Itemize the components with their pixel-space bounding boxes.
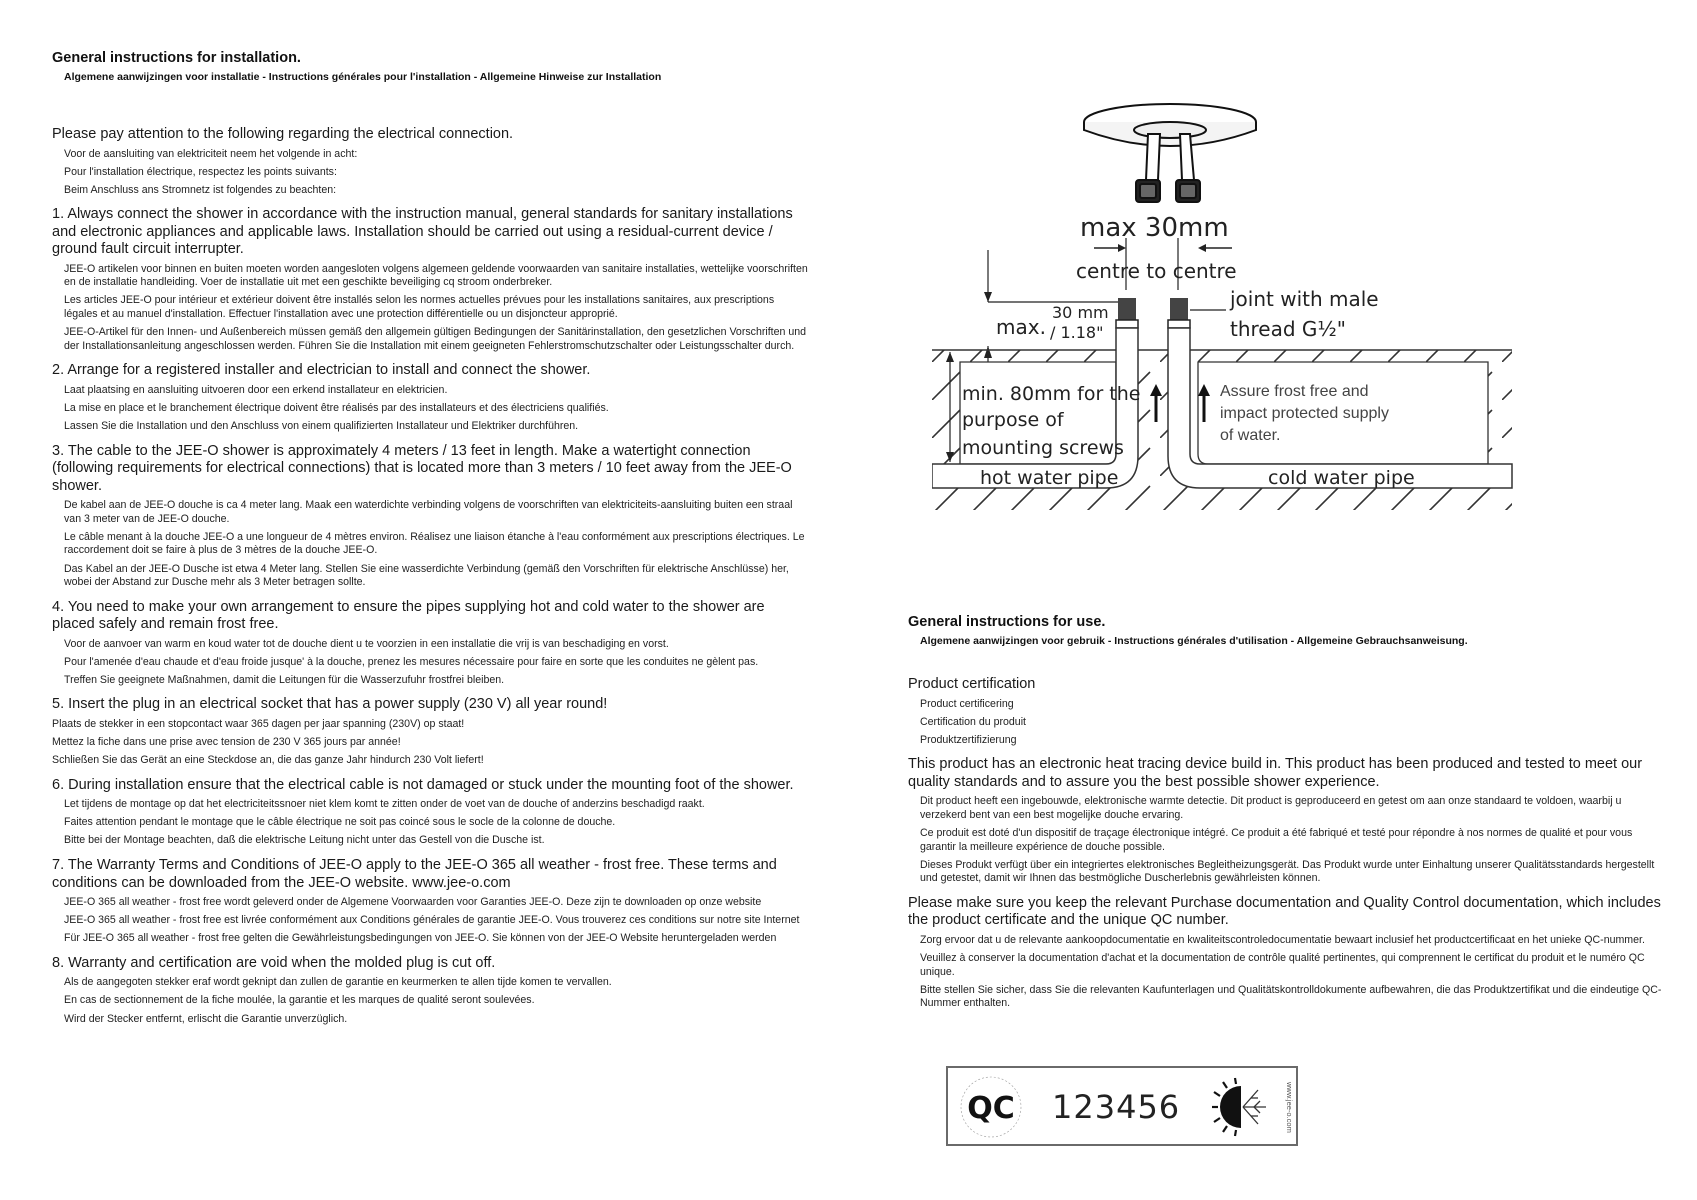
instruction-lead: 8. Warranty and certification are void when the molded plug is cut off. (52, 954, 496, 971)
mounting-foot-icon (1084, 104, 1256, 202)
installation-diagram (932, 96, 1522, 566)
instruction-de: Lassen Sie die Installation und den Anschluss von einem qualifizierten Installateur und Elektriker durchführen. (64, 420, 579, 433)
svg-text:thread G½": thread G½" (1230, 317, 1346, 341)
instruction-lead: 7. The Warranty Terms and Conditions of JEE-O apply to the JEE-O 365 all weather - frost free. These terms and conditions can be downloaded from the JEE-O website. www.jee-o.com (52, 857, 777, 891)
instruction-fr: En cas de sectionnement de la fiche moulée, la garantie et les marques de qualité seront soulevées. (64, 994, 535, 1007)
instruction-lead: 5. Insert the plug in an electrical socket that has a power supply (230 V) all year round! (52, 696, 608, 713)
instruction-fr: La mise en place et le branchement électrique doivent être réalisés par des installateurs et des électriciens qualifiés. (64, 401, 609, 414)
instruction-nl: De kabel aan de JEE-O douche is ca 4 meter lang. Maak een waterdichte verbinding volgens de voorschriften van elektriciteits-aansluiting buiten een straal van 3 meter van de JEE-O douche. (64, 499, 793, 525)
instruction-fr: Faites attention pendant le montage que le câble électrique ne soit pas coincé sous le socle de la colonne de douche. (64, 816, 616, 829)
instruction-nl: Als de aangegoten stekker eraf wordt geknipt dan zullen de garantie en keurmerken te allen tijde komen te vervallen. (64, 976, 612, 989)
qc-url: www.jee-o.com (1285, 1081, 1294, 1133)
instruction-item-7 (52, 857, 808, 946)
instruction-de: JEE-O-Artikel für den Innen- und Außenbereich müssen gemäß den allgemein gültigen Bedingungen der Sanitärinstallation, den gesetzlichen Vorschriften und der Installationsanleitung angeschlossen werden. Führen Sie die Installation mit einem geeigneten Fehlerstromschutzschalter oder Leistungsschalter durch. (64, 326, 807, 352)
instruction-nl: Laat plaatsing en aansluiting uitvoeren door een erkend installateur en elektricien. (64, 383, 448, 396)
instruction-de: Treffen Sie geeignete Maßnahmen, damit die Leitungen für die Wasserzufuhr frostfrei bleiben. (64, 673, 505, 686)
svg-text:mounting screws: mounting screws (962, 437, 1124, 459)
qc-label (946, 1066, 1298, 1146)
intro-fr: Pour l'installation électrique, respectez les points suivants: (64, 165, 337, 178)
instruction-item-1 (52, 206, 808, 353)
certification-section (908, 676, 1668, 1011)
instruction-item-8 (52, 955, 808, 1026)
intro-de: Beim Anschluss ans Stromnetz ist folgendes zu beachten: (64, 183, 337, 196)
instruction-de: Das Kabel an der JEE-O Dusche ist etwa 4 Meter lang. Stellen Sie eine wasserdichte Verbindung (gemäß den Vorschriften für elektrische Anschlüsse) her, wobei der Abstand zur Dusche mehr als 3 Meter betragen sollte. (64, 562, 789, 589)
instruction-de: Wird der Stecker entfernt, erlischt die Garantie unverzüglich. (64, 1012, 348, 1025)
instruction-fr: Les articles JEE-O pour intérieur et extérieur doivent être installés selon les normes actuelles prévues pour les installations sanitaires, aux prescriptions légales et au manuel d'installation. Effectuer l'installation avec une protection différentielle ou un disjoncteur approprié. (64, 294, 775, 321)
instruction-fr: Mettez la fiche dans une prise avec tension de 230 V 365 jours par année! (52, 736, 401, 749)
intro-lead: Please pay attention to the following regarding the electrical connection. (52, 126, 514, 142)
instruction-de: Für JEE-O 365 all weather - frost free gelten die Gewährleistungsbedingungen von JEE-O. Sie können von der JEE-O Website heruntergeladen werden (64, 932, 777, 945)
documentation-notice: Please make sure you keep the relevant Purchase documentation and Quality Control documentation, which includes the product certificate and the unique QC number. Zorg ervoor dat u de relevante aankoopdocumentatie en kwaliteitscontroledocumentatie bewaart inclusief het productcertificaat en het unieke QC-nummer. Veuillez à conserver la documentation d'achat et la documentation de contrôle qualité pertinentes, qui comprennent le certificat du produit et le numéro QC unique. Bitte stellen Sie sicher, dass Sie die relevanten Kaufunterlagen und Qualitätskontrolldokumente aufbewahren, die das Produktzertifikat und die eindeutige QC-Nummer enthalten. (908, 894, 1662, 1010)
sun-snowflake-icon (1210, 1074, 1272, 1140)
svg-text:purpose of: purpose of (962, 409, 1064, 431)
svg-text:max.: max. (996, 315, 1046, 339)
use-section (908, 612, 1668, 650)
instruction-item-2 (52, 362, 808, 433)
instruction-item-4 (52, 599, 808, 688)
instruction-fr: Le câble menant à la douche JEE-O a une longueur de 4 mètres environ. Réalisez une liaison étanche à l'eau conformément aux prescriptions électriques. Le raccordement doit se faire à plus de 3 mètres de la douche JEE-O. (64, 530, 805, 557)
svg-text:/ 1.18": / 1.18" (1050, 323, 1104, 342)
instruction-lead: 4. You need to make your own arrangement to ensure the pipes supplying hot and cold water to the shower are placed safely and remain frost free. (52, 598, 765, 633)
instruction-de: Bitte bei der Montage beachten, daß die elektrische Leitung nicht unter das Gestell von die Dusche ist. (64, 834, 545, 847)
instruction-nl: Voor de aanvoer van warm en koud water tot de douche dient u te voorzien in een installatie die vrij is van beschadiging en vorst. (64, 637, 669, 650)
qc-number: 123456 (1052, 1088, 1181, 1126)
instruction-item-6 (52, 777, 808, 848)
installation-section (52, 48, 808, 1026)
right-column (906, 0, 1666, 1200)
instruction-de: Schließen Sie das Gerät an eine Steckdose an, die das ganze Jahr hindurch 230 Volt liefert! (52, 754, 484, 767)
instruction-lead: 2. Arrange for a registered installer and electrician to install and connect the shower. (52, 362, 591, 379)
installation-subtitle: Algemene aanwijzingen voor installatie - Instructions générales pour l'installation - Allgemeine Hinweise zur Installation (64, 71, 662, 83)
svg-text:min. 80mm for the: min. 80mm for the (962, 383, 1141, 405)
installation-title: General instructions for installation. (52, 50, 301, 66)
svg-text:impact protected supply: impact protected supply (1220, 405, 1389, 422)
certification-de: Produktzertifizierung (920, 733, 1017, 746)
instruction-fr: Pour l'amenée d'eau chaude et d'eau froide jusque' à la douche, prenez les mesures nécessaire pour faire en sorte que les conduites ne gèlent pas. (64, 655, 759, 668)
certification-fr: Certification du produit (920, 715, 1026, 728)
instruction-item-5 (52, 696, 808, 767)
intro-nl: Voor de aansluiting van elektriciteit neem het volgende in acht: (64, 147, 358, 160)
svg-text:joint with male: joint with male (1230, 287, 1379, 311)
instruction-item-3 (52, 443, 808, 590)
electrical-intro (52, 126, 808, 197)
hot-pipe-label: hot water pipe (980, 467, 1119, 489)
instruction-lead: 1. Always connect the shower in accordance with the instruction manual, general standards for sanitary installations and electronic appliances and applicable laws. Installation should be carried out using a residual-current device / ground fault circuit interrupter. (52, 206, 793, 258)
certification-nl: Product certificering (920, 697, 1014, 710)
spacing-sub-label: centre to centre (1076, 259, 1237, 283)
instruction-nl: Let tijdens de montage op dat het electriciteitssnoer niet klem komt te zitten onder de voet van de douche of anderzins beschadigd raakt. (64, 798, 705, 811)
use-subtitle: Algemene aanwijzingen voor gebruik - Instructions générales d'utilisation - Allgemeine Gebrauchsanweisung. (920, 635, 1468, 647)
qc-seal-icon (958, 1074, 1024, 1140)
svg-text:Assure frost free and: Assure frost free and (1220, 383, 1369, 400)
svg-text:QC: QC (967, 1091, 1015, 1126)
instruction-lead: 6. During installation ensure that the electrical cable is not damaged or stuck under the mounting foot of the shower. (52, 776, 794, 793)
certification-statement: This product has an electronic heat tracing device build in. This product has been produced and tested to meet our quality standards and to assure you the best possible shower experience. Dit product heeft een ingebouwde, elektronische warmte detectie. Dit product is geproduceerd en getest om aan onze standaard te voldoen, waarbij u verzekerd bent van een best mogelijke douche ervaring. Ce produit est doté d'un dispositif de traçage électronique intégré. Ce produit a été fabriqué et testé pour répondre à nos normes de qualité et pour vous garantir la meilleure expérience de douche possible. Dieses Produkt verfügt über ein integriertes elektronisches Begleitheizungsgerät. Das Produkt wurde unter Einhaltung unserer Qualitätsstandards hergestellt und getestet, damit wir Ihnen das bestmögliche Duscherlebnis gewährleisten können. (908, 756, 1655, 885)
instruction-nl: Plaats de stekker in een stopcontact waar 365 dagen per jaar spanning (230V) op staat! (52, 717, 465, 730)
instruction-nl: JEE-O 365 all weather - frost free wordt geleverd onder de Algemene Voorwaarden voor Garanties JEE-O. Deze zijn te downloaden op onze website (64, 896, 762, 909)
instruction-lead: 3. The cable to the JEE-O shower is approximately 4 meters / 13 feet in length. Make a watertight connection (following requirements for electrical connections) that is located more than 3 meters / 10 feet away from the JEE-O shower. (52, 442, 792, 494)
instruction-nl: JEE-O artikelen voor binnen en buiten moeten worden aangesloten volgens algemeen geldende voorwaarden van sanitaire installaties, wettelijke voorschriften en de installatie handleiding. Voer de installatie uit met een geschikte beveiliging cq stroom onderbreker. (64, 262, 808, 289)
svg-text:of water.: of water. (1220, 427, 1281, 444)
spacing-label: max 30mm (1080, 213, 1229, 243)
certification-heading: Product certification (908, 676, 1036, 692)
svg-text:30 mm: 30 mm (1052, 303, 1109, 322)
cold-pipe-label: cold water pipe (1268, 467, 1415, 489)
instruction-fr: JEE-O 365 all weather - frost free est livrée conformément aux Conditions générales de garantie JEE-O. Vous trouverez ces conditions sur notre site Internet (64, 914, 800, 927)
use-title: General instructions for use. (908, 614, 1106, 630)
